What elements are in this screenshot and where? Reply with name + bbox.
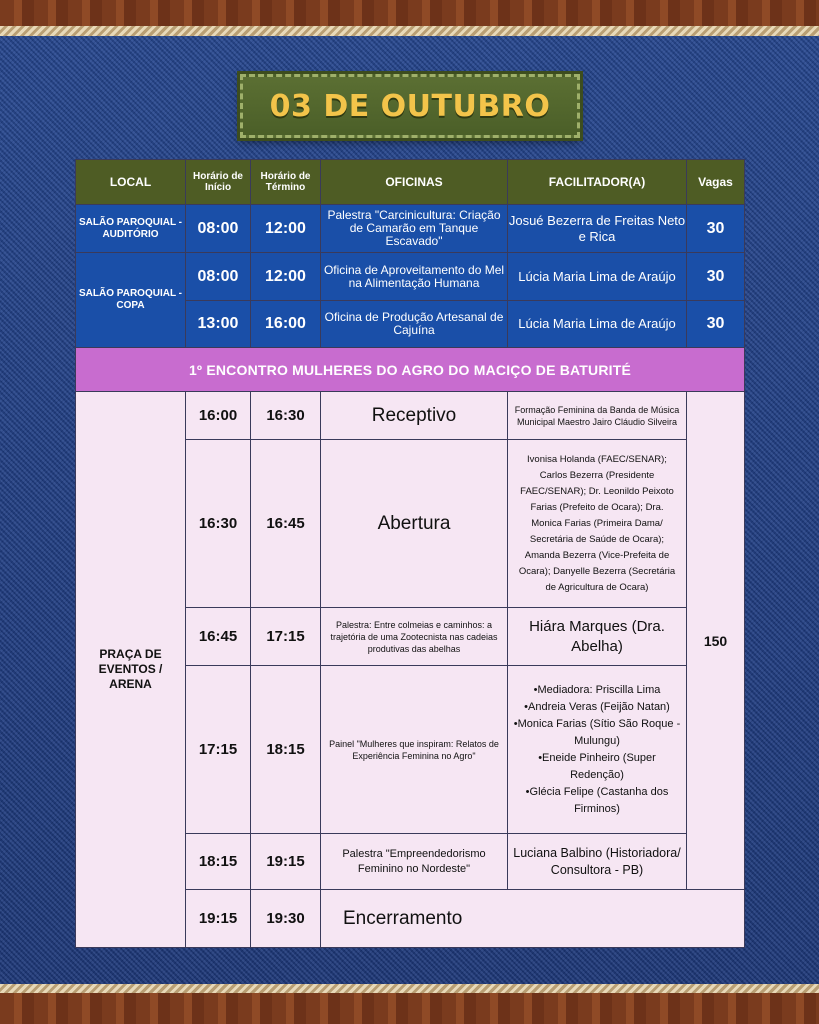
workshop-local: SALÃO PAROQUIAL - COPA <box>76 253 186 348</box>
workshop-end: 12:00 <box>251 205 321 253</box>
workshop-end: 12:00 <box>251 253 321 301</box>
workshop-facilitator: Lúcia Maria Lima de Araújo <box>508 253 687 301</box>
workshop-title: Palestra "Carcinicultura: Criação de Camarão em Tanque Escavado" <box>321 205 508 253</box>
workshop-title: Oficina de Aproveitamento do Mel na Alimentação Humana <box>321 253 508 301</box>
event-facilitator: Luciana Balbino (Historiadora/ Consultora - PB) <box>508 834 687 890</box>
event-end: 19:15 <box>251 834 321 890</box>
event-start: 16:30 <box>186 440 251 608</box>
list-item: •Mediadora: Priscilla Lima <box>533 683 661 696</box>
list-item: •Andreia Veras (Feijão Natan) <box>524 700 670 713</box>
event-start: 19:15 <box>186 890 251 948</box>
workshop-spots: 30 <box>687 253 745 301</box>
event-facilitator-list <box>508 666 687 834</box>
event-title: Encerramento <box>321 890 745 948</box>
workshop-start: 13:00 <box>186 301 251 348</box>
event-end: 17:15 <box>251 608 321 666</box>
event-banner-row <box>76 348 745 392</box>
event-end: 18:15 <box>251 666 321 834</box>
workshop-facilitator: Josué Bezerra de Freitas Neto e Rica <box>508 205 687 253</box>
header-start-time: Horário de Início <box>186 160 251 205</box>
event-start: 16:00 <box>186 392 251 440</box>
list-item: •Monica Farias (Sítio São Roque - Mulungu) <box>513 717 681 747</box>
date-title: 03 DE OUTUBRO <box>269 88 551 124</box>
workshop-spots: 30 <box>687 301 745 348</box>
header-end-time: Horário de Término <box>251 160 321 205</box>
workshop-facilitator: Lúcia Maria Lima de Araújo <box>508 301 687 348</box>
table-header-row <box>76 160 745 205</box>
workshop-title: Oficina de Produção Artesanal de Cajuína <box>321 301 508 348</box>
workshop-local: SALÃO PAROQUIAL - AUDITÓRIO <box>76 205 186 253</box>
list-item: •Eneide Pinheiro (Super Redenção) <box>538 751 656 781</box>
event-title: Abertura <box>321 440 508 608</box>
header-local: LOCAL <box>76 160 186 205</box>
list-item: •Glécia Felipe (Castanha dos Firminos) <box>525 785 669 815</box>
workshop-spots: 30 <box>687 205 745 253</box>
event-facilitator: Hiára Marques (Dra. Abelha) <box>508 608 687 666</box>
event-end: 16:30 <box>251 392 321 440</box>
workshop-start: 08:00 <box>186 253 251 301</box>
wood-frame-top <box>0 0 819 26</box>
event-start: 16:45 <box>186 608 251 666</box>
event-title: Receptivo <box>321 392 508 440</box>
date-title-patch <box>240 74 580 138</box>
event-title: Palestra: Entre colmeias e caminhos: a trajetória de uma Zootecnista nas cadeias produtivas das abelhas <box>321 608 508 666</box>
table-row <box>76 253 745 301</box>
workshop-start: 08:00 <box>186 205 251 253</box>
schedule-table <box>75 159 745 948</box>
event-title: Painel "Mulheres que inspiram: Relatos de Experiência Feminina no Agro" <box>321 666 508 834</box>
workshop-end: 16:00 <box>251 301 321 348</box>
event-end: 16:45 <box>251 440 321 608</box>
event-end: 19:30 <box>251 890 321 948</box>
event-start: 17:15 <box>186 666 251 834</box>
wood-frame-bottom <box>0 993 819 1024</box>
header-spots: Vagas <box>687 160 745 205</box>
stitch-border-top <box>0 26 819 36</box>
event-start: 18:15 <box>186 834 251 890</box>
table-row <box>76 205 745 253</box>
event-facilitator: Ivonisa Holanda (FAEC/SENAR); Carlos Bezerra (Presidente FAEC/SENAR); Dr. Leonildo Peixoto Farias (Prefeito de Ocara); Dra. Monica Farias (Primeira Dama/ Secretária de Saúde de Ocara); Amanda Bezerra (Vice-Prefeita de Ocara); Danyelle Bezerra (Secretária de Agricultura de Ocara) <box>508 440 687 608</box>
event-facilitator: Formação Feminina da Banda de Música Municipal Maestro Jairo Cláudio Silveira <box>508 392 687 440</box>
event-title: Palestra "Empreendedorismo Feminino no Nordeste" <box>321 834 508 890</box>
event-local: PRAÇA DE EVENTOS / ARENA <box>76 392 186 948</box>
event-spots: 150 <box>687 392 745 890</box>
event-banner: 1º ENCONTRO MULHERES DO AGRO DO MACIÇO DE BATURITÉ <box>76 348 745 392</box>
table-row <box>76 392 745 440</box>
header-workshops: OFICINAS <box>321 160 508 205</box>
header-facilitator: FACILITADOR(A) <box>508 160 687 205</box>
